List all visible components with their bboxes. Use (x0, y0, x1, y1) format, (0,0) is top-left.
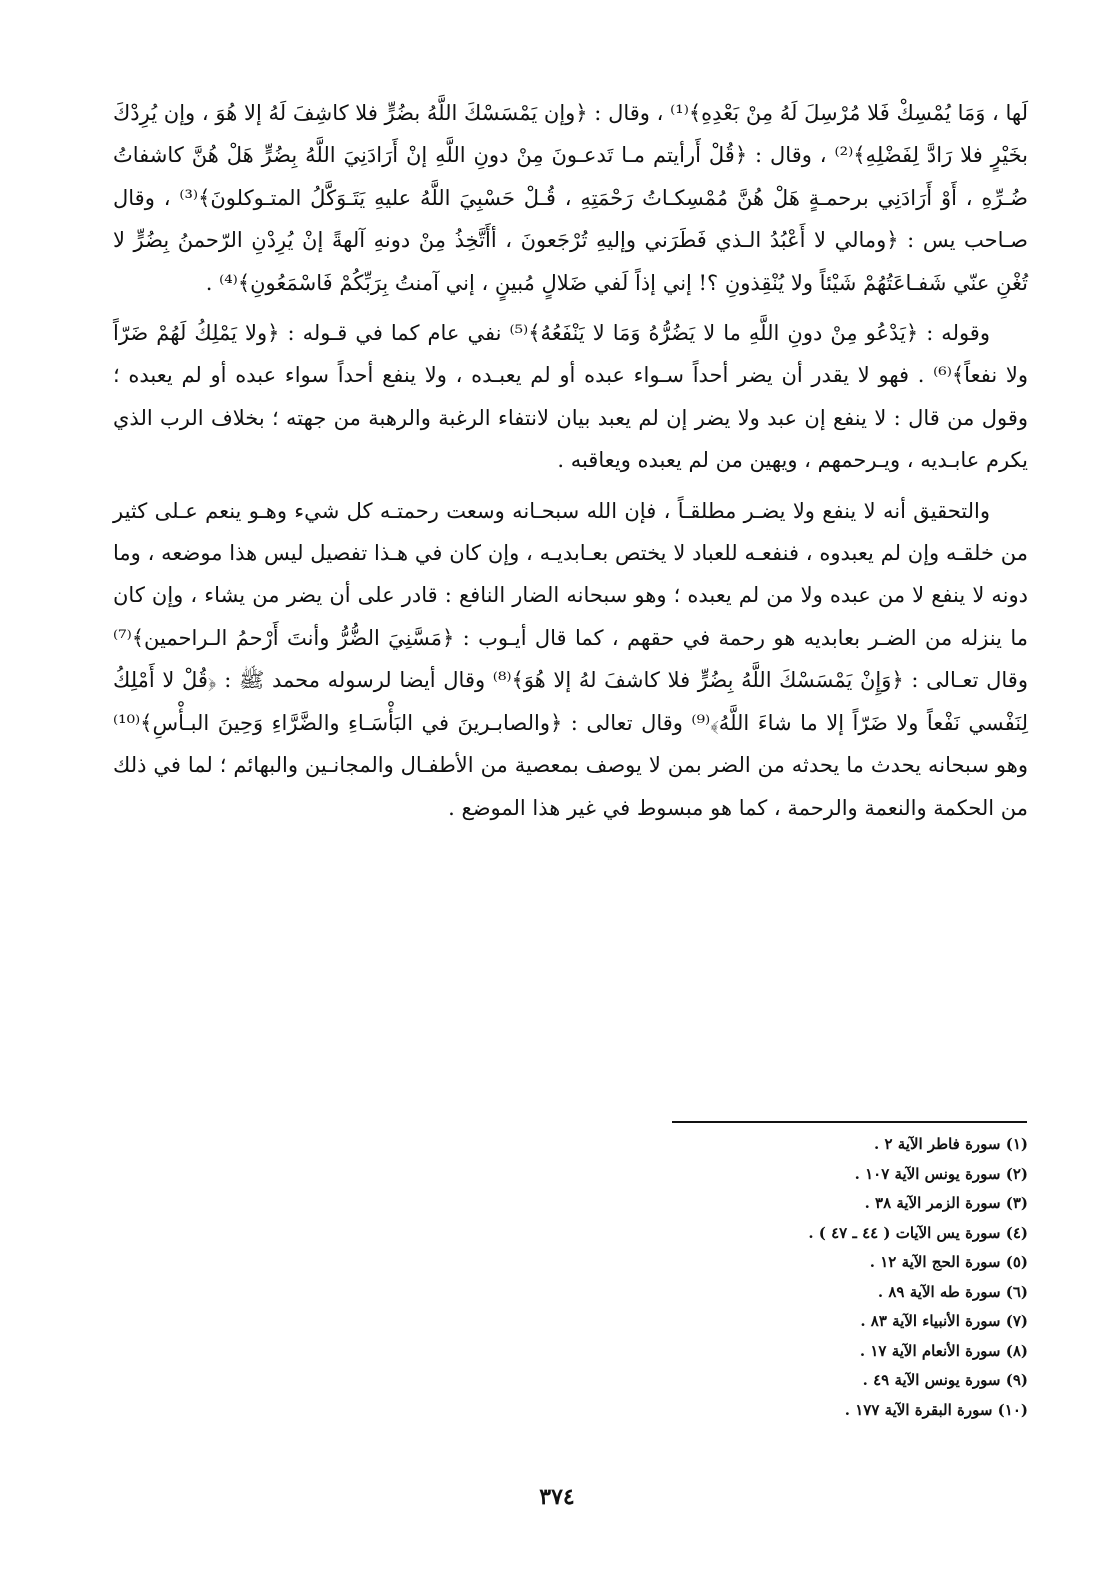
footnote-2: (٢) سورة يونس الآية ١٠٧ . (854, 1164, 1028, 1183)
footnote-10: (١٠) سورة البقرة الآية ١٧٧ . (844, 1400, 1028, 1419)
paragraph-3: والتحقيق أنه لا ينفع ولا يضـر مطلقـاً ، فإن الله سبحـانه وسعت رحمتـه كل شيء وهـو ينعم عـلى كثير من خلقـه وإن لم يعبدوه ، فنفعـه للعباد لا يختص بعـابديـه ، وإن كان في هـذا تفصيل ليس هذا موضعه ، وما دونه لا ينفع لا من عبده ولا من لم يعبده ؛ وهو سبحانه الضار النافع : قادر على أن يضر من يشاء ، وإن كان ما ينزله من الضـر بعابديه هو رحمة في حقهم ، كما قال أيـوب : ﴿مَسَّنِيَ الضُّرُّ وأنتَ أَرْحمُ الـراحمين﴾⁽⁷⁾ وقال تعـالى : ﴿وَإِنْ يَمْسَسْكَ اللَّهُ بِضُرٍّ فلا كاشفَ لهُ إلا هُوَ﴾⁽⁸⁾ وقال أيضا لرسوله محمد ﷺ : ﴿قُلْ لا أَمْلِكُ لِنَفْسي نَفْعاً ولا ضَرّاً إلا ما شاءَ اللَّهُ﴾⁽⁹⁾ وقال تعالى : ﴿والصابـرينَ في البَأْسَـاءِ والضَّرَّاءِ وَحِينَ البـأْسِ﴾⁽¹⁰⁾ وهو سبحانه يحدث ما يحدثه من الضر بمن لا يوصف بمعصية من الأطفـال والمجانـين والبهائم ؛ لما في ذلك من الحكمة والنعمة والرحمة ، كما هو مبسوط في غير هذا الموضع . (113, 498, 1028, 820)
footnote-4: (٤) سورة يس الآيات ( ٤٤ ـ ٤٧ ) . (808, 1223, 1028, 1242)
footnote-3: (٣) سورة الزمر الآية ٣٨ . (864, 1194, 1028, 1212)
footnote-8: (٨) سورة الأنعام الآية ١٧ . (859, 1341, 1028, 1360)
page-number: ٣٧٤ (539, 1484, 575, 1510)
paragraph-2: وقوله : ﴿يَدْعُو مِنْ دونِ اللَّهِ ما لا يَضُرُّهُ وَمَا لا يَنْفَعُهُ﴾⁽⁵⁾ نفي عام كما في قـوله : ﴿ولا يَمْلِكُ لَهُمْ ضَرّاً ولا نفعاً﴾⁽⁶⁾ . فهو لا يقدر أن يضر أحداً سـواء عبده أو لم يعبـده ، ولا ينفع أحداً سواء عبده أو لم يعبده ؛ وقول من قال : لا ينفع إن عبد ولا يضر إن لم يعبد بيان لانتفاء الرغبة والرهبة من جهته ؛ بخلاف الرب الذي يكرم عابـديه ، ويـرحمهم ، ويهين من لم يعبده ويعاقبه . (113, 321, 1028, 473)
footnote-1: (١) سورة فاطر الآية ٢ . (874, 1135, 1028, 1153)
footnotes-list (588, 1130, 1028, 1425)
footnote-6: (٦) سورة طه الآية ٨٩ . (877, 1282, 1028, 1301)
footnote-7: (٧) سورة الأنبياء الآية ٨٣ . (860, 1312, 1028, 1330)
footnote-5: (٥) سورة الحج الآية ١٢ . (869, 1253, 1028, 1271)
main-text (113, 92, 1028, 829)
footnote-9: (٩) سورة يونس الآية ٤٩ . (862, 1371, 1028, 1389)
footnote-separator (672, 1121, 1027, 1123)
paragraph-1: لَها ، وَمَا يُمْسِكْ فَلا مُرْسِلَ لَهُ مِنْ بَعْدِهِ﴾⁽¹⁾ ، وقال : ﴿وإن يَمْسَسْكَ اللَّهُ بضُرٍّ فلا كاشِفَ لَهُ إلا هُوَ ، وإن يُرِدْكَ بخَيْرٍ فلا رَادَّ لِفَضْلِهِ﴾⁽²⁾ ، وقال : ﴿قُلْ أَرأيتم مـا تَدعـونَ مِنْ دونِ اللَّهِ إنْ أَرَادَنِيَ اللَّهُ بِضُرٍّ هَلْ هُنَّ كاشفاتُ ضُـرِّهِ ، أَوْ أَرَادَنِي برحمـةٍ هَلْ هُنَّ مُمْسِكـاتُ رَحْمَتِهِ ، قُـلْ حَسْبِيَ اللَّهُ عليهِ يَتَـوَكَّلُ المتـوكلونَ﴾⁽³⁾ ، وقال صـاحب يس : ﴿ومالي لا أَعْبُدُ الـذي فَطَرَني وإليهِ تُرْجَعونَ ، أأَتَّخِذُ مِنْ دونهِ آلهةً إنْ يُرِدْنِ الرّحمنُ بِضُرٍّ لا تُغْنِ عنّي شَفـاعَتُهُمْ شَيْئاً ولا يُنْقِذونِ ؟! إني إذاً لَفي ضَلالٍ مُبينٍ ، إني آمنتُ بِرَبِّكُمْ فَاسْمَعُونِ﴾⁽⁴⁾ . (113, 101, 1029, 295)
